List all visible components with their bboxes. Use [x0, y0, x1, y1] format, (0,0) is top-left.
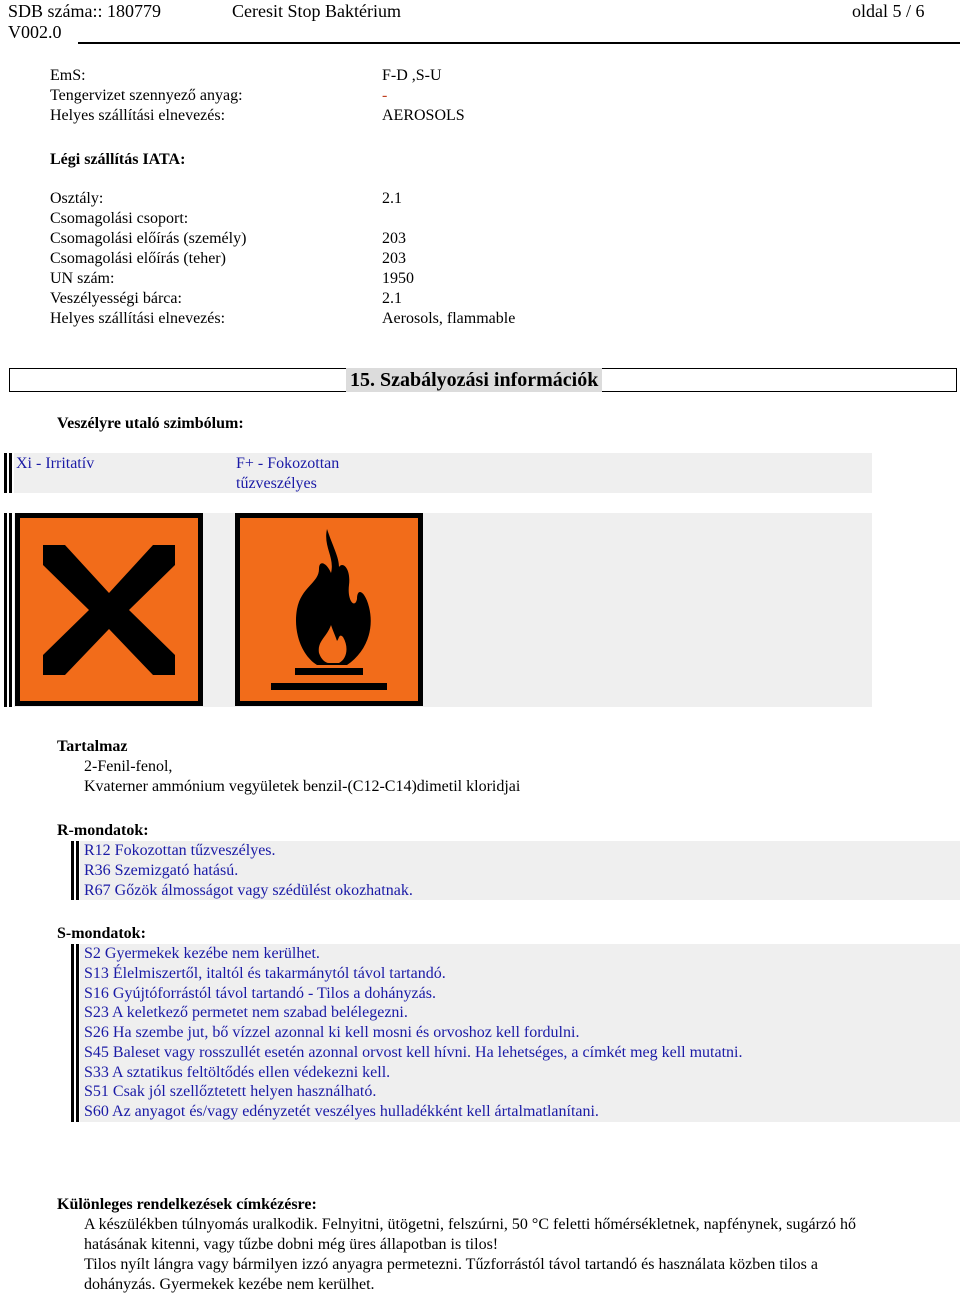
r-phrase: R67 Gőzök álmosságot vagy szédülést okozhatnak. [84, 882, 413, 899]
marine-pollutant-label: Tengervizet szennyező anyag: [50, 87, 243, 104]
air-row-label: Veszélyességi bárca: [50, 290, 182, 307]
contains-item: Kvaterner ammónium vegyületek benzil-(C12-C14)dimetil kloridjai [84, 778, 521, 795]
air-row-label: Csomagolási csoport: [50, 210, 189, 227]
s-phrases-title: S-mondatok: [57, 925, 146, 942]
air-row-value: 2.1 [382, 290, 402, 307]
page-number: oldal 5 / 6 [852, 1, 925, 21]
air-row-label: Helyes szállítási elnevezés: [50, 310, 226, 327]
ems-label: EmS: [50, 67, 86, 84]
s-phrase: S26 Ha szembe jut, bő vízzel azonnal ki kell mosni és orvoshoz kell fordulni. [84, 1024, 580, 1041]
special-labelling-line: Tilos nyílt lángra vagy bármilyen izzó anyagra permetezni. Tűzforrástól távol tartandó és használata közben tilos a [84, 1256, 818, 1273]
air-row-value: Aerosols, flammable [382, 310, 516, 327]
symbol-names-row [14, 453, 872, 493]
sdb-number: SDB száma:: 180779 [8, 1, 161, 21]
irritant-x-icon [15, 513, 203, 706]
ems-value: F-D ,S-U [382, 67, 442, 84]
air-row-label: UN szám: [50, 270, 115, 287]
air-transport-title: Légi szállítás IATA: [50, 151, 186, 168]
air-row-value: 1950 [382, 270, 414, 287]
s-phrase: S60 Az anyagot és/vagy edényzetét veszélyes hulladékként kell ártalmatlanítani. [84, 1103, 599, 1120]
air-row-label: Csomagolási előírás (teher) [50, 250, 226, 267]
r-phrases-title: R-mondatok: [57, 822, 149, 839]
special-labelling-line: hatásának kitenni, vagy tűzbe dobni még üres állapotban is tilos! [84, 1236, 499, 1253]
air-row-label: Csomagolási előírás (személy) [50, 230, 247, 247]
air-row-value: 203 [382, 230, 406, 247]
header-rule [78, 42, 960, 44]
shipping-name-label: Helyes szállítási elnevezés: [50, 107, 226, 124]
symbol-f-name-line1: F+ - Fokozottan [236, 455, 340, 472]
s-phrase: S13 Élelmiszertől, italtól és takarmánytól távol tartandó. [84, 965, 446, 982]
special-labelling-line: A készülékben túlnyomás uralkodik. Felnyitni, ütögetni, felszúrni, 50 °C feletti hőmérsékletnek, napfénynek, sugárzó hő [84, 1216, 856, 1233]
flame-icon [235, 513, 423, 706]
s-phrase: S45 Baleset vagy rosszullét esetén azonnal orvost kell hívni. Ha lehetséges, a címkét meg kell mutatni. [84, 1044, 743, 1061]
product-name: Ceresit Stop Baktérium [232, 1, 401, 21]
s-phrase: S33 A sztatikus feltöltődés ellen védekezni kell. [84, 1064, 391, 1081]
r-phrase: R36 Szemizgató hatású. [84, 862, 239, 879]
s-phrase: S23 A keletkező permetet nem szabad belélegezni. [84, 1004, 408, 1021]
contains-title: Tartalmaz [57, 738, 128, 755]
s-phrase: S16 Gyújtóforrástól távol tartandó - Tilos a dohányzás. [84, 985, 436, 1002]
symbol-xi-name: Xi - Irritatív [16, 455, 95, 472]
air-row-label: Osztály: [50, 190, 104, 207]
marine-pollutant-value: - [382, 87, 388, 104]
special-labelling-line: dohányzás. Gyermekek kezébe nem kerülhet. [84, 1276, 375, 1293]
air-row-value: 2.1 [382, 190, 402, 207]
s-phrase: S51 Csak jól szellőztetett helyen használható. [84, 1083, 377, 1100]
symbol-f-name-line2: tűzveszélyes [236, 475, 317, 492]
contains-item: 2-Fenil-fenol, [84, 758, 173, 775]
r-phrase: R12 Fokozottan tűzveszélyes. [84, 842, 276, 859]
section-title: 15. Szabályozási információk [346, 368, 602, 392]
symbols-label: Veszélyre utaló szimbólum: [57, 415, 244, 432]
shipping-name-value: AEROSOLS [382, 107, 465, 124]
s-phrase: S2 Gyermekek kezébe nem kerülhet. [84, 945, 320, 962]
version: V002.0 [8, 22, 62, 42]
air-row-value: 203 [382, 250, 406, 267]
special-labelling-title: Különleges rendelkezések címkézésre: [57, 1196, 317, 1213]
